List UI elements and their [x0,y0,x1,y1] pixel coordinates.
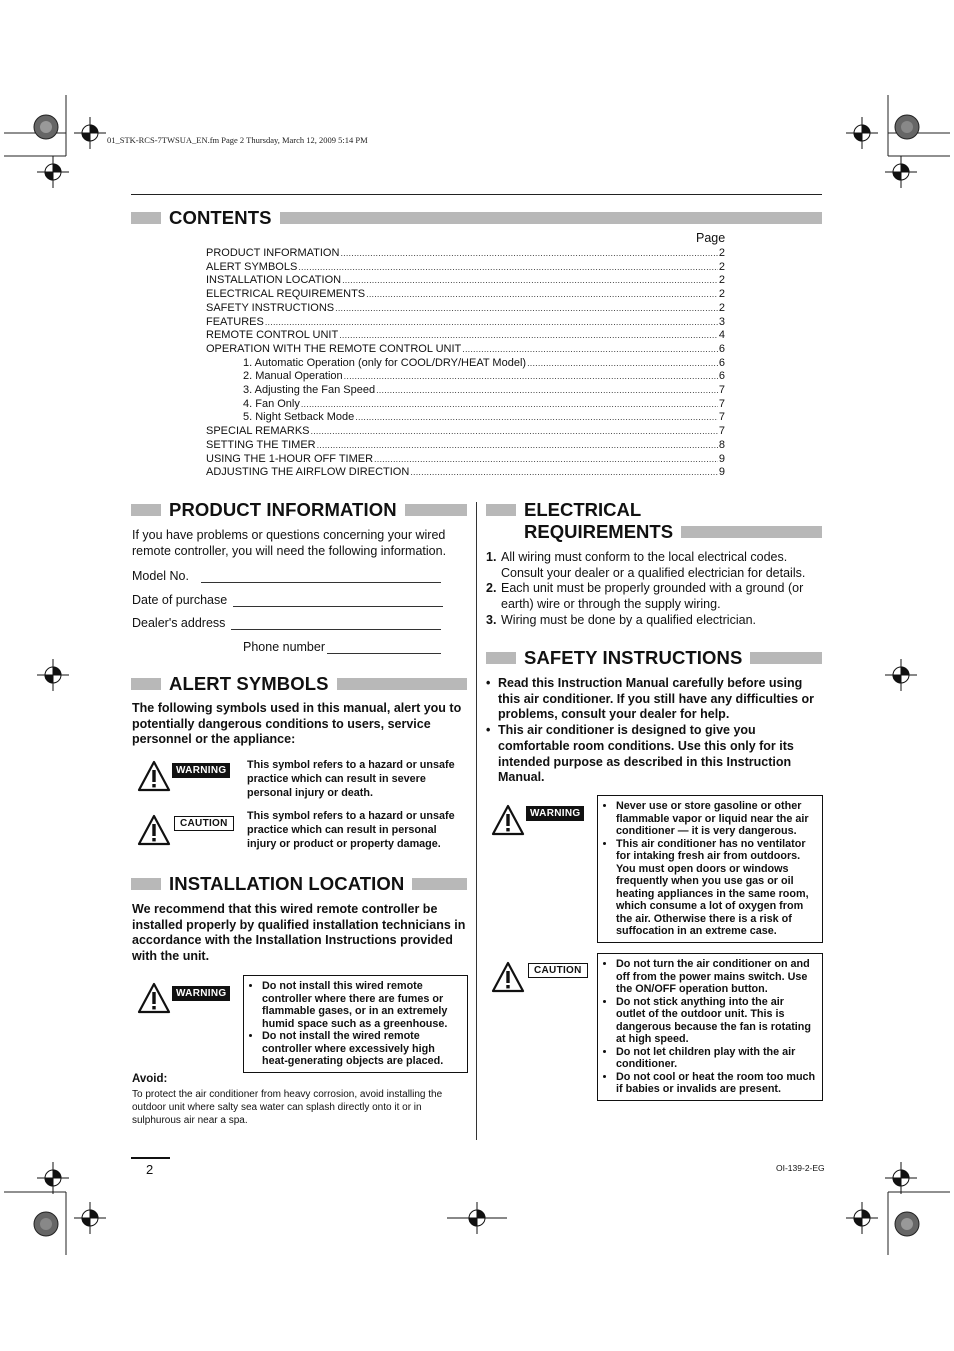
toc-entry-label: 3. Adjusting the Fan Speed [243,384,376,397]
safety-caution-item: • Do not turn the air conditioner on and off from the power mains switch. Use the ON/OFF operation button. [616,958,816,996]
toc-entry-label: PRODUCT INFORMATION [206,247,340,259]
safety-caution-item: • Do not cool or heat the room too much if babies or invalids are present. [616,1071,816,1096]
product-info-intro: If you have problems or questions concerning your wired remote controller, you will need the following information. [132,528,447,558]
toc-entry-page: 7 [718,384,725,397]
phone-label: Phone number [243,640,326,654]
toc-entry-page: 2 [718,301,725,314]
safety-caution-item: • Do not stick anything into the air outlet of the outdoor unit. This is dangerous because the fan is rotating at high speed. [616,996,816,1046]
toc-row [206,343,725,357]
safety-warning-badge: WARNING [526,806,584,821]
file-slug: 01_STK-RCS-7TWSUA_EN.fm Page 2 Thursday, March 12, 2009 5:14 PM [107,135,368,145]
electrical-item-number: 2. [486,581,497,596]
dealer-field [132,614,441,630]
electrical-item-text: Wiring must be done by a qualified electrician. [501,612,756,627]
toc-leader-dots [340,247,717,261]
toc-row [206,357,725,371]
toc-leader-dots [344,370,718,384]
electrical-item-text: Each unit must be properly grounded with a ground (or earth) wire or through the supply wiring. [501,581,804,612]
safety-caution-badge: CAUTION [528,963,588,978]
toc-entry-page: 7 [718,425,725,438]
toc-entry-label: SPECIAL REMARKS [206,425,310,438]
warning-description: This symbol refers to a hazard or unsafe practice which can result in severe personal injury or death. [247,759,455,799]
toc-list [206,247,725,480]
toc-entry-page: 2 [718,274,725,287]
electrical-title-line2: REQUIREMENTS [524,521,674,542]
toc-leader-dots [298,261,718,275]
safety-bullets [486,676,822,786]
toc-row [206,466,725,480]
caution-badge: CAUTION [174,816,234,831]
electrical-title-line1: ELECTRICAL [524,499,642,520]
toc-entry-page: 2 [718,288,725,301]
electrical-item-number: 1. [486,550,497,564]
toc-entry-label: ELECTRICAL REQUIREMENTS [206,288,366,301]
toc-entry-page: 3 [718,315,725,328]
safety-caution-item: • Do not let children play with the air conditioner. [616,1046,816,1071]
toc-entry-label: USING THE 1-HOUR OFF TIMER [206,452,374,465]
toc-leader-dots [335,302,718,316]
model-label: Model No. [132,569,189,583]
bullet-icon: • [486,676,491,690]
toc-entry-page: 2 [718,260,725,273]
bullet-icon: • [486,723,491,738]
toc-row [206,329,725,343]
warning-badge: WARNING [172,763,230,778]
toc-entry-label: FEATURES [206,315,264,328]
toc-leader-dots [317,439,718,453]
toc-row [206,247,725,261]
toc-leader-dots [301,398,718,412]
toc-leader-dots [462,343,718,357]
page-number: 2 [146,1162,154,1177]
toc-leader-dots [265,316,718,330]
safety-caution-box [597,953,823,1101]
date-field [132,591,443,607]
safety-warning-triangle-icon [491,804,525,836]
installation-intro: We recommend that this wired remote controller be installed properly by qualified installation technicians in accordance with the Installation Instructions provided with the unit. [132,902,466,964]
toc-entry-page: 8 [718,438,725,451]
toc-entry-label: 4. Fan Only [243,397,300,410]
toc-leader-dots [339,329,718,343]
toc-row [206,261,725,275]
toc-entry-page: 7 [718,397,725,410]
installation-title: INSTALLATION LOCATION [169,873,405,894]
toc-row [206,302,725,316]
electrical-item [486,581,822,612]
toc-entry-label: ALERT SYMBOLS [206,260,298,273]
contents-title: CONTENTS [169,207,272,228]
safety-caution-triangle-icon [491,961,525,993]
toc-entry-label: REMOTE CONTROL UNIT [206,329,339,342]
toc-row [206,453,725,467]
toc-entry-page: 7 [718,411,725,424]
toc-leader-dots [410,466,718,480]
electrical-list [486,550,822,629]
column-divider [476,502,477,1140]
caution-description: This symbol refers to a hazard or unsafe practice which can result in personal injury or product or property damage. [247,810,455,850]
toc-entry-page: 9 [718,466,725,479]
toc-entry-page: 4 [718,329,725,342]
toc-entry-page: 6 [718,342,725,355]
toc-row [206,370,725,384]
toc-entry-label: 2. Manual Operation [243,370,343,383]
alert-symbols-intro: The following symbols used in this manual, alert you to potentially dangerous conditions to users, service personnel or the appliance: [132,701,462,747]
toc-entry-page: 2 [718,247,725,259]
avoid-text: To protect the air conditioner from heavy corrosion, avoid installing the outdoor unit where salty sea water can splash directly onto it or in sulphurous air near a spa. [132,1089,443,1126]
alert-symbols-title: ALERT SYMBOLS [169,673,329,694]
toc-row [206,425,725,439]
toc-leader-dots [311,425,718,439]
avoid-title: Avoid: [132,1073,168,1085]
document-code: OI-139-2-EG [776,1163,825,1173]
safety-bullet-text: Read this Instruction Manual carefully before using this air conditioner. If you still have any difficulties or problems, consult your dealer for help. [498,676,815,722]
toc-leader-dots [366,288,718,302]
toc-leader-dots [374,453,718,467]
toc-row [206,288,725,302]
safety-warning-item: • Never use or store gasoline or other flammable vapor or liquid near the air conditioner — it is very dangerous. [616,800,816,838]
installation-warning-item: • Do not install the wired remote controller where excessively high heat-generating objects are placed. [262,1030,461,1068]
toc-page-label: Page [696,231,726,245]
toc-row [206,439,725,453]
toc-row [206,411,725,425]
safety-warning-box [597,795,823,943]
safety-title: SAFETY INSTRUCTIONS [524,647,743,668]
toc-leader-dots [527,357,718,371]
electrical-item-text: All wiring must conform to the local electrical codes. Consult your dealer or a qualified electrician for details. [501,550,806,580]
date-label: Date of purchase [132,593,228,607]
safety-heading [486,647,822,669]
installation-warning-item: • Do not install this wired remote controller where there are fumes or flammable gases, or in an extremely humid space such as a greenhouse. [262,980,461,1030]
safety-bullet [486,676,822,723]
model-field [132,567,441,583]
dealer-label: Dealer's address [132,616,226,630]
toc-leader-dots [342,274,718,288]
installation-heading [131,873,467,895]
toc-entry-label: 1. Automatic Operation (only for COOL/DRY/HEAT Model) [243,356,527,369]
toc-row [206,274,725,288]
toc-leader-dots [376,384,718,398]
contents-heading [131,207,822,229]
installation-warning-box [243,975,468,1073]
toc-row [206,316,725,330]
product-info-heading [131,499,467,521]
safety-bullet-text: This air conditioner is designed to give you comfortable room conditions. Use this only for its intended purpose as described in this Instruction Manual. [498,723,794,785]
toc-entry-label: SAFETY INSTRUCTIONS [206,301,335,314]
alert-symbols-heading [131,673,467,695]
toc-entry-page: 9 [718,452,725,465]
safety-bullet [486,723,822,786]
electrical-item-number: 3. [486,612,497,627]
toc-entry-page: 6 [718,356,725,369]
toc-entry-label: INSTALLATION LOCATION [206,274,342,287]
toc-entry-label: 5. Night Setback Mode [243,411,355,424]
electrical-heading [486,499,822,545]
warning-triangle-icon [137,760,171,792]
safety-warning-item: • This air conditioner has no ventilator for intaking fresh air from outdoors. You must open doors or windows frequently when you use gas or oil heating appliances in the same room, which consume a lot of oxygen from the air. Otherwise there is a risk of suffocation in an extreme case. [616,838,816,938]
electrical-item [486,550,822,581]
toc-entry-label: ADJUSTING THE AIRFLOW DIRECTION [206,466,410,479]
caution-triangle-icon [137,814,171,846]
phone-field [243,638,441,654]
header-rule [131,194,822,195]
toc-leader-dots [355,411,718,425]
installation-warning-badge: WARNING [172,986,230,1001]
electrical-item [486,613,822,629]
toc-entry-page: 6 [718,370,725,383]
product-info-title: PRODUCT INFORMATION [169,499,397,520]
toc-row [206,398,725,412]
installation-warning-triangle-icon [137,982,171,1014]
toc-entry-label: OPERATION WITH THE REMOTE CONTROL UNIT [206,342,462,355]
footer-rule [131,1157,170,1159]
toc-row [206,384,725,398]
toc-entry-label: SETTING THE TIMER [206,438,316,451]
